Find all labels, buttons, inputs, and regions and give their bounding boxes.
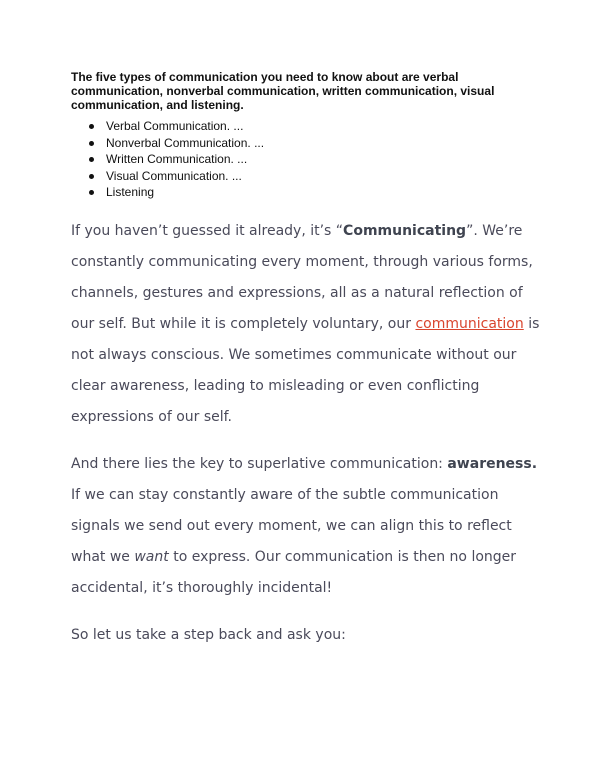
- italic-term: want: [134, 549, 169, 565]
- bullet-icon: [89, 141, 94, 146]
- bullet-text: Listening: [106, 185, 155, 200]
- list-item: [71, 135, 264, 152]
- list-item: [71, 151, 264, 168]
- paragraph-text: And there lies the key to superlative communication:: [71, 456, 448, 472]
- bullet-text: Verbal Communication. ...: [106, 119, 244, 133]
- bullet-text: Written Communication. ...: [106, 152, 248, 167]
- list-item: [71, 168, 264, 185]
- paragraph-communicating: [71, 216, 541, 433]
- bullet-list: [71, 118, 264, 201]
- list-item: [71, 184, 264, 201]
- paragraph-text: is not always conscious. We sometimes communicate without our clear awareness, leading to misleading or even conflicting expressions of our self.: [71, 316, 540, 425]
- paragraph-awareness: [71, 449, 541, 604]
- paragraph-closing: So let us take a step back and ask you:: [71, 627, 346, 643]
- bullet-icon: [89, 174, 94, 179]
- list-item: [71, 118, 264, 135]
- communication-link[interactable]: communication: [415, 316, 524, 332]
- document-heading: The five types of communication you need to know about are verbal communication, nonverbal communication, written communication, visual communication, and listening.: [71, 70, 495, 112]
- bullet-text: Visual Communication. ...: [106, 168, 242, 183]
- bullet-icon: [89, 157, 94, 162]
- bullet-text: Nonverbal Communication. ...: [106, 135, 265, 150]
- paragraph-text: to express. Our communication is then no longer accidental, it’s thoroughly incidental!: [71, 549, 517, 596]
- paragraph-text: If you haven’t guessed it already, it’s “: [71, 223, 344, 239]
- paragraph-text: If we can stay constantly aware of the subtle communication signals we send out every moment, we can align this to reflect what we: [71, 487, 512, 565]
- bullet-icon: [89, 124, 94, 129]
- paragraph-text: ”. We’re constantly communicating every moment, through various forms, channels, gestures and expressions, all as a natural reflection of our self. But while it is completely voluntary, our: [71, 223, 533, 332]
- bullet-icon: [89, 190, 94, 195]
- bold-term: awareness.: [447, 456, 538, 472]
- bold-term: Communicating: [343, 223, 467, 239]
